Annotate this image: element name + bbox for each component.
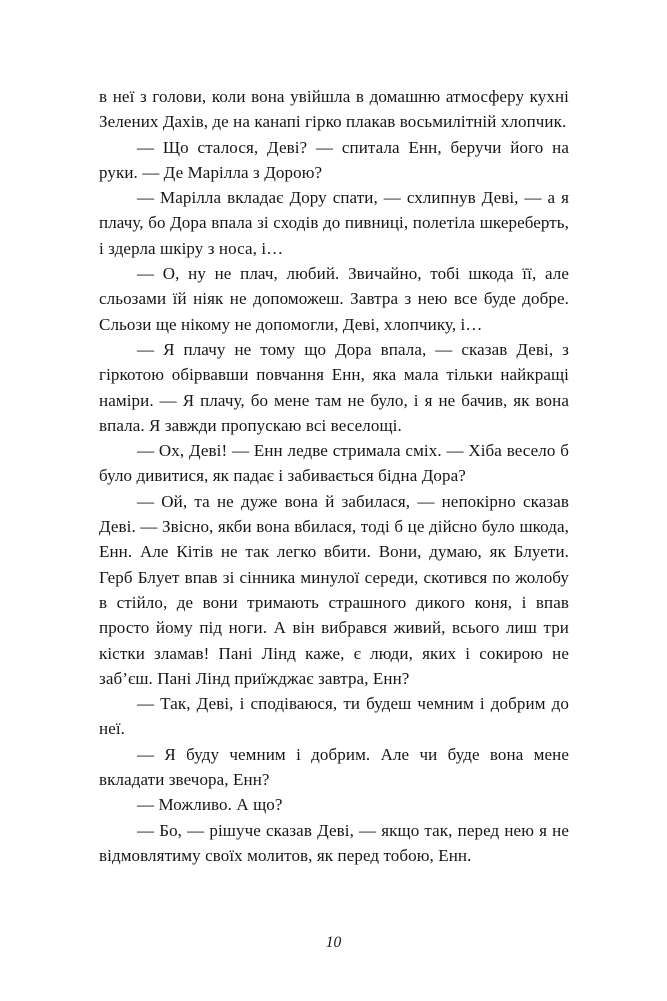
text-block — [99, 84, 569, 868]
paragraph: — Я плачу не тому що Дора впала, — сказав Деві, з гіркотою обірвавши повчання Енн, яка мала тільки найкращі наміри. — Я плачу, бо мене там не було, і я не бачив, як вона впала. Я завжди пропускаю всі веселощі. — [99, 339, 569, 435]
paragraph: — Я буду чемним і добрим. Але чи буде вона мене вкладати звечора, Енн? — [99, 744, 569, 790]
paragraph: — О, ну не плач, любий. Звичайно, тобі шкода її, але сльозами їй ніяк не допоможеш. Завтра з нею все буде добре. Сльози ще нікому не допомогли, Деві, хлопчику, і… — [99, 264, 569, 334]
paragraph: — Ой, та не дуже вона й забилася, — непокірно сказав Деві. — Звісно, якби вона вбилася, тоді б це дійсно було шкода, Енн. Але Кітів не так легко вбити. Вони, думаю, як Блуети. Герб Блует впав зі сінника минулої середи, скотився по жолобу в стійло, де вони тримають страшного дикого коня, і впав просто йому під ноги. А він вибрався живий, всього лиш три кістки зламав! Пані Лінд каже, є люди, яких і сокирою не заб’єш. Пані Лінд приїжджає завтра, Енн? — [99, 491, 569, 688]
paragraph: — Що сталося, Деві? — спитала Енн, беручи його на руки. — Де Марілла з Дорою? — [99, 137, 569, 182]
paragraph: — Бо, — рішуче сказав Деві, — якщо так, перед нею я не відмовлятиму своїх молитов, як перед тобою, Енн. — [99, 820, 569, 865]
page-number: 10 — [325, 934, 342, 951]
paragraph: — Ох, Деві! — Енн ледве стримала сміх. — Хіба весело б було дивитися, як падає і забивається бідна Дора? — [99, 441, 569, 486]
paragraph: — Так, Деві, і сподіваюся, ти будеш чемним і добрим до неї. — [99, 694, 569, 739]
paragraph: — Марілла вкладає Дору спати, — схлипнув Деві, — а я плачу, бо Дора впала зі сходів до пивниці, полетіла шкереберть, і здерла шкіру з носа, і… — [99, 188, 569, 258]
paragraph: в неї з голови, коли вона увійшла в домашню атмосферу кухні Зелених Дахів, де на канапі гірко плакав восьмилітній хлопчик. — [99, 87, 569, 132]
paragraph: — Можливо. А що? — [137, 795, 283, 815]
